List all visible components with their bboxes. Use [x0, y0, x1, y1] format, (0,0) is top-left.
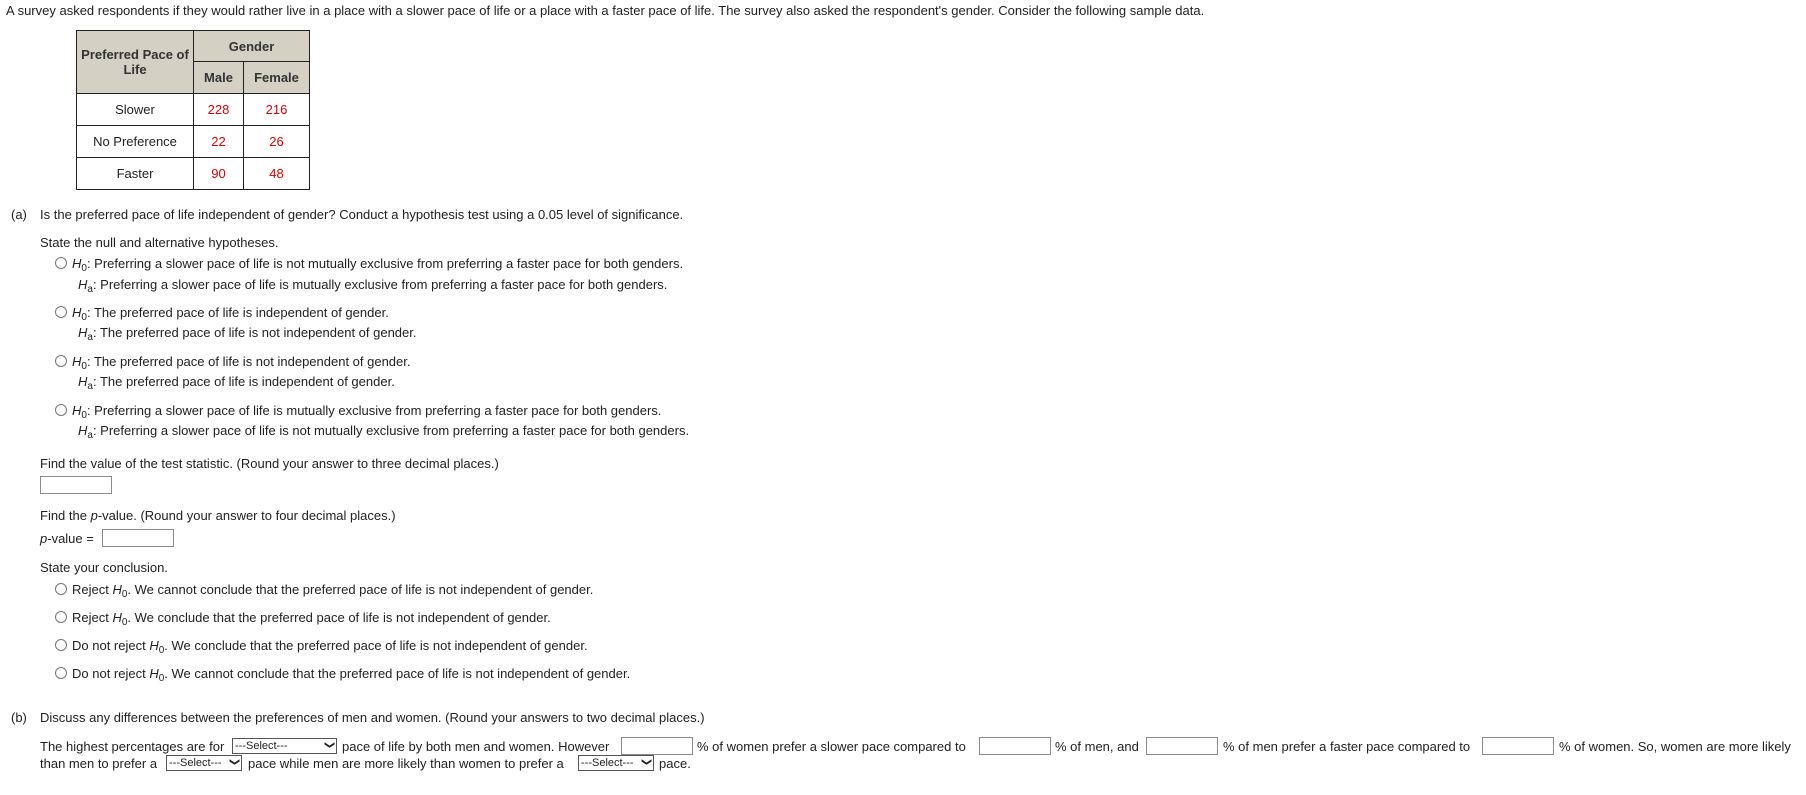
hypothesis-3-ha: [78, 374, 395, 392]
hypothesis-radio-4[interactable]: [55, 404, 67, 416]
conclusion-post: . We cannot conclude that the preferred pace of life is not independent of gender.: [164, 666, 631, 681]
ha-subscript: a: [87, 332, 93, 343]
hypothesis-3-h0: [72, 354, 411, 372]
conclusion-pre: Reject: [72, 582, 113, 597]
h-symbol: H: [72, 403, 82, 418]
h-symbol: H: [78, 325, 88, 340]
conclusion-radio-2[interactable]: [55, 611, 67, 623]
h0-subscript: 0: [158, 673, 165, 684]
conclusion-pre: Reject: [72, 610, 113, 625]
hypotheses-prompt: State the null and alternative hypotheses.: [40, 235, 279, 250]
ha-text: : Preferring a slower pace of life is mutually exclusive from preferring a faster pace for both genders.: [92, 277, 668, 292]
intro-text: A survey asked respondents if they would rather live in a place with a slower pace of life or a place with a faster pace of life. The survey also asked the respondent's gender. Consider the following sample data.: [6, 3, 1205, 18]
h-symbol: H: [112, 610, 122, 625]
conclusion-3-text: [72, 638, 588, 656]
hypothesis-2-ha: [78, 325, 417, 343]
h0-text: : The preferred pace of life is independent of gender.: [86, 305, 389, 320]
women-faster-input[interactable]: [1482, 737, 1554, 755]
select-value: ---Select---: [581, 757, 634, 769]
h0-subscript: 0: [81, 410, 87, 421]
col-group-header: Gender: [194, 31, 310, 62]
chevron-down-icon: ❯: [228, 757, 240, 767]
part-b-text-2: pace of life by both men and women. However: [342, 739, 610, 754]
part-b-text-8: pace while men are more likely than women to prefer a: [248, 756, 564, 771]
pvalue-label-rest: -value =: [47, 531, 94, 546]
chevron-down-icon: ❯: [323, 740, 335, 750]
men-pace-select[interactable]: [578, 755, 654, 771]
h-symbol: H: [78, 374, 88, 389]
select-value: ---Select---: [169, 757, 222, 769]
ha-subscript: a: [87, 284, 93, 295]
conclusion-2-text: [72, 610, 551, 628]
hypothesis-1-h0: [72, 256, 684, 274]
hypothesis-radio-1[interactable]: [55, 257, 67, 269]
conclusion-post: . We conclude that the preferred pace of life is not independent of gender.: [164, 638, 588, 653]
ha-subscript: a: [87, 381, 93, 392]
hypothesis-2-h0: [72, 305, 389, 323]
pvalue-label-p: p: [40, 531, 48, 546]
hypothesis-radio-3[interactable]: [55, 355, 67, 367]
cell-male: 90: [194, 158, 244, 190]
women-pace-select[interactable]: [166, 755, 242, 771]
pvalue-prompt-post: -value. (Round your answer to four decimal places.): [97, 508, 396, 523]
cell-female: 48: [244, 158, 310, 190]
h-symbol: H: [149, 666, 159, 681]
hypothesis-radio-2[interactable]: [55, 306, 67, 318]
h0-subscript: 0: [81, 312, 87, 323]
col-header-male: Male: [194, 62, 244, 94]
ha-text: : Preferring a slower pace of life is not mutually exclusive from preferring a faster pace for both genders.: [92, 423, 690, 438]
h0-subscript: 0: [121, 617, 128, 628]
chevron-down-icon: ❯: [640, 757, 652, 767]
h-symbol: H: [72, 305, 82, 320]
part-b-question: Discuss any differences between the preferences of men and women. (Round your answers to two decimal places.): [40, 710, 705, 725]
part-b-label: (b): [11, 710, 27, 725]
h0-subscript: 0: [81, 361, 87, 372]
select-value: ---Select---: [235, 740, 288, 752]
conclusion-radio-1[interactable]: [55, 583, 67, 595]
part-b-text-7: than men to prefer a: [40, 756, 158, 771]
h0-subscript: 0: [81, 263, 87, 274]
conclusion-post: . We conclude that the preferred pace of life is not independent of gender.: [127, 610, 551, 625]
h0-text: : The preferred pace of life is not independent of gender.: [86, 354, 411, 369]
h0-text: : Preferring a slower pace of life is not mutually exclusive from preferring a faster pace for both genders.: [86, 256, 684, 271]
part-a-label: (a): [11, 207, 27, 222]
test-statistic-input[interactable]: [40, 476, 112, 494]
conclusion-pre: Do not reject: [72, 638, 150, 653]
hypothesis-1-ha: [78, 277, 668, 295]
cell-female: 26: [244, 126, 310, 158]
cell-male: 228: [194, 94, 244, 126]
h-symbol: H: [78, 423, 88, 438]
h0-subscript: 0: [158, 645, 165, 656]
ha-subscript: a: [87, 430, 93, 441]
h0-subscript: 0: [121, 589, 128, 600]
part-a-question: Is the preferred pace of life independent of gender? Conduct a hypothesis test using a 0.05 level of significance.: [40, 207, 684, 222]
women-slower-input[interactable]: [621, 737, 693, 755]
part-b-text-4: % of men, and: [1055, 739, 1139, 754]
data-table: [76, 30, 310, 190]
conclusion-prompt: State your conclusion.: [40, 560, 168, 575]
part-b-text-6: % of women. So, women are more likely: [1559, 739, 1791, 754]
test-statistic-prompt: Find the value of the test statistic. (Round your answer to three decimal places.): [40, 456, 499, 471]
pvalue-label: [40, 531, 94, 546]
pvalue-input[interactable]: [102, 529, 174, 547]
conclusion-radio-4[interactable]: [55, 667, 67, 679]
men-faster-input[interactable]: [1146, 737, 1218, 755]
row-label: Faster: [77, 158, 194, 190]
pvalue-prompt-p: p: [90, 508, 98, 523]
row-label: No Preference: [77, 126, 194, 158]
conclusion-pre: Do not reject: [72, 666, 150, 681]
hypothesis-4-ha: [78, 423, 690, 441]
conclusion-1-text: [72, 582, 594, 600]
cell-female: 216: [244, 94, 310, 126]
conclusion-post: . We cannot conclude that the preferred pace of life is not independent of gender.: [127, 582, 594, 597]
col-header-female: Female: [244, 62, 310, 94]
men-slower-input[interactable]: [979, 737, 1051, 755]
pvalue-prompt-pre: Find the: [40, 508, 91, 523]
h-symbol: H: [78, 277, 88, 292]
h-symbol: H: [112, 582, 122, 597]
part-b-text-9: pace.: [659, 756, 691, 771]
conclusion-4-text: [72, 666, 631, 684]
h-symbol: H: [72, 354, 82, 369]
cell-male: 22: [194, 126, 244, 158]
part-b-text-3: % of women prefer a slower pace compared to: [697, 739, 966, 754]
h0-text: : Preferring a slower pace of life is mutually exclusive from preferring a faster pace for both genders.: [86, 403, 662, 418]
part-b-text-1: The highest percentages are for: [40, 739, 225, 754]
hypothesis-4-h0: [72, 403, 662, 421]
ha-text: : The preferred pace of life is independent of gender.: [92, 374, 395, 389]
h-symbol: H: [149, 638, 159, 653]
conclusion-radio-3[interactable]: [55, 639, 67, 651]
part-b-text-5: % of men prefer a faster pace compared to: [1223, 739, 1471, 754]
ha-text: : The preferred pace of life is not independent of gender.: [92, 325, 417, 340]
highest-pace-select[interactable]: [232, 738, 337, 754]
row-label: Slower: [77, 94, 194, 126]
h-symbol: H: [72, 256, 82, 271]
pvalue-prompt: [40, 508, 396, 523]
row-header: Preferred Pace of Life: [77, 31, 194, 94]
